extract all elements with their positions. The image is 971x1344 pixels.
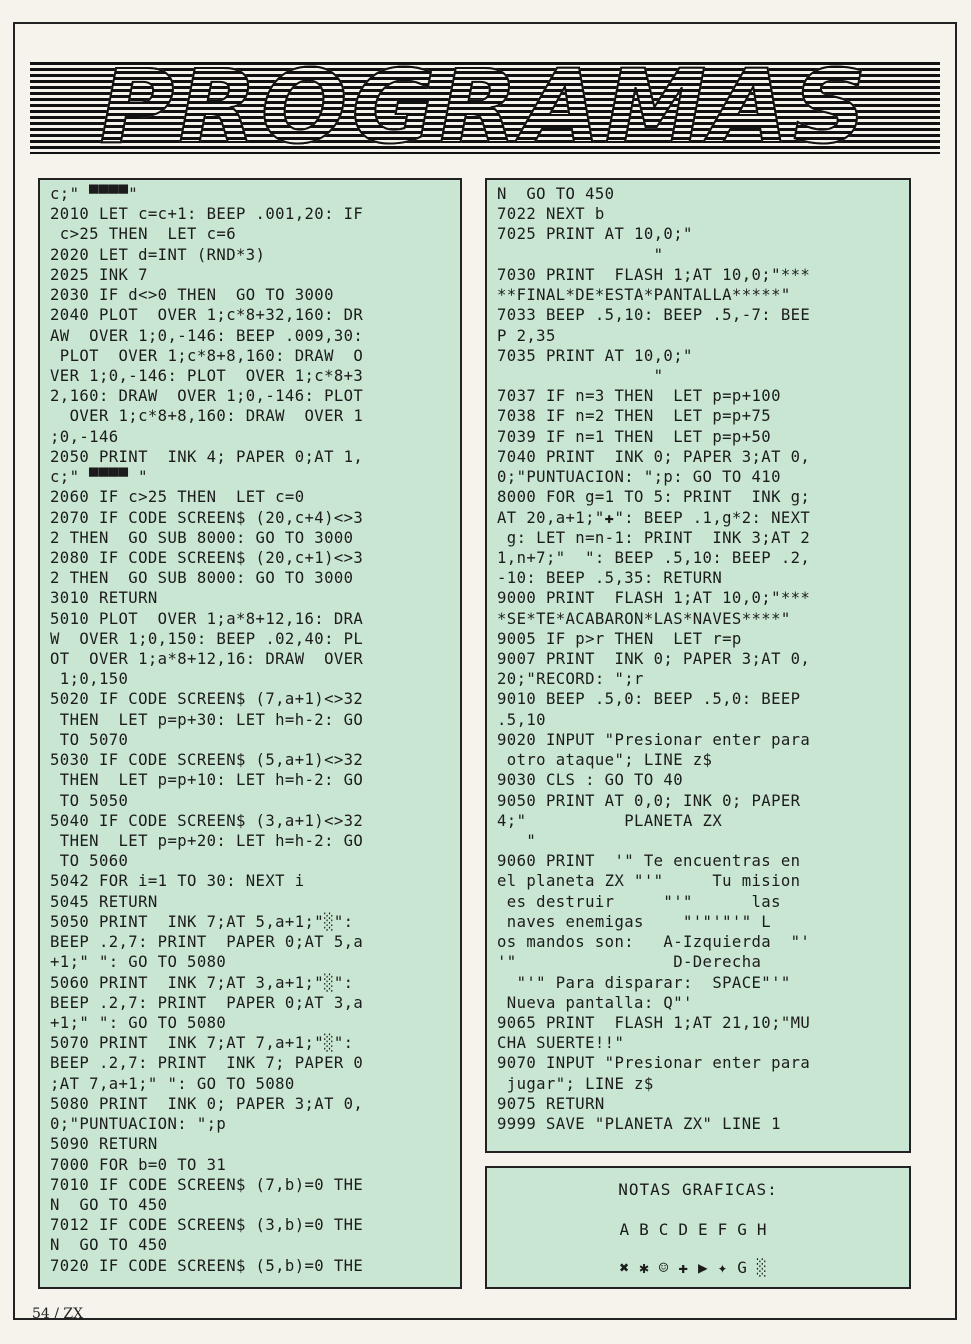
code-line: 9030 CLS : GO TO 40 [497,771,683,790]
code-line: 2050 PRINT INK 4; PAPER 0;AT 1, [50,447,364,466]
code-line: 9065 PRINT FLASH 1;AT 21,10;"MU [497,1013,811,1032]
code-line: AT 20,a+1;"✚": BEEP .1,g*2: NEXT [497,508,811,527]
code-line: 7010 IF CODE SCREEN$ (7,b)=0 THE [50,1175,364,1194]
code-line: " [497,245,664,264]
notes-glyphs: ✖✱☺✚▶✦G░ [619,1258,777,1277]
code-line: os mandos son: A-Izquierda "' [497,933,811,952]
code-line: .5,10 [497,710,546,729]
code-line: TO 5070 [50,730,129,749]
page-number: 54 / ZX [32,1306,84,1322]
code-line: 5020 IF CODE SCREEN$ (7,a+1)<>32 [50,690,364,709]
code-line: OVER 1;c*8+8,160: DRAW OVER 1 [50,407,364,426]
code-line: 2080 IF CODE SCREEN$ (20,c+1)<>3 [50,548,364,567]
code-line: 5010 PLOT OVER 1;a*8+12,16: DRA [50,609,364,628]
code-line: 9000 PRINT FLASH 1;AT 10,0;"*** [497,589,811,608]
code-line: 7020 IF CODE SCREEN$ (5,b)=0 THE [50,1256,364,1275]
code-line: 5070 PRINT INK 7;AT 7,a+1;"░": [50,1034,354,1053]
code-line: 7025 PRINT AT 10,0;" [497,225,693,244]
code-line: 7037 IF n=3 THEN LET p=p+100 [497,387,781,406]
code-line: " [497,832,537,850]
code-line: *SE*TE*ACABARON*LAS*NAVES****" [497,609,791,628]
code-line: 7033 BEEP .5,10: BEEP .5,-7: BEE [497,306,811,325]
code-line: el planeta ZX "'" Tu mision [497,872,801,891]
code-line: naves enemigas "'"'"'" L [497,912,772,931]
code-line: otro ataque"; LINE z$ [497,751,713,770]
code-line: VER 1;0,-146: PLOT OVER 1;c*8+3 [50,366,364,385]
notes-letters: ABCDEFGH [619,1220,777,1239]
code-line: 7039 IF n=1 THEN LET p=p+50 [497,427,772,446]
code-line: c>25 THEN LET c=6 [50,225,236,244]
code-line: " [497,366,664,385]
code-line: 0;"PUNTUACION: ";p [50,1115,227,1134]
code-line: 9010 BEEP .5,0: BEEP .5,0: BEEP [497,690,801,709]
code-listing-left [38,178,462,1289]
code-line: OT OVER 1;a*8+12,16: DRAW OVER [50,650,364,669]
code-line: 2070 IF CODE SCREEN$ (20,c+4)<>3 [50,508,364,527]
notes-title: NOTAS GRAFICAS: [618,1180,778,1199]
code-line: 2060 IF c>25 THEN LET c=0 [50,488,305,507]
code-line: AW OVER 1;0,-146: BEEP .009,30: [50,326,364,345]
code-line: 1,n+7;" ": BEEP .5,10: BEEP .2, [497,548,811,567]
code-line: 2 THEN GO SUB 8000: GO TO 3000 [50,569,354,588]
code-line: 9060 PRINT '" Te encuentras en [497,852,801,871]
code-line: Nueva pantalla: Q"' [497,993,693,1012]
code-line: 9070 INPUT "Presionar enter para [497,1054,811,1073]
code-line: +1;" ": GO TO 5080 [50,1013,227,1032]
code-line: 9999 SAVE "PLANETA ZX" LINE 1 [497,1115,781,1134]
code-line: CHA SUERTE!!" [497,1034,625,1053]
code-line: 2 THEN GO SUB 8000: GO TO 3000 [50,528,354,547]
code-line: 5040 IF CODE SCREEN$ (3,a+1)<>32 [50,811,364,830]
code-line: 7000 FOR b=0 TO 31 [50,1155,227,1174]
code-line: THEN LET p=p+30: LET h=h-2: GO [50,710,364,729]
code-line: 5042 FOR i=1 TO 30: NEXT i [50,872,305,891]
code-line: 3010 RETURN [50,589,158,608]
code-line: N GO TO 450 [497,185,615,203]
code-line: 5045 RETURN [50,892,158,911]
code-line: W OVER 1;0,150: BEEP .02,40: PL [50,629,364,648]
code-line: c;" ▀▀▀▀ " [50,468,148,487]
code-line: 1;0,150 [50,670,129,689]
code-line: 0;"PUNTUACION: ";p: GO TO 410 [497,468,781,487]
banner-title: PROGRAMAS [30,62,940,154]
code-line: **FINAL*DE*ESTA*PANTALLA*****" [497,286,791,305]
code-line: TO 5060 [50,852,129,871]
code-line: 9005 IF p>r THEN LET r=p [497,629,742,648]
code-line: 4;" PLANETA ZX [497,811,723,830]
code-line: 2020 LET d=INT (RND*3) [50,245,266,264]
code-line: N GO TO 450 [50,1236,168,1255]
code-line: 2,160: DRAW OVER 1;0,-146: PLOT [50,387,364,406]
code-line: TO 5050 [50,791,129,810]
code-line: c;" ▀▀▀▀" [50,185,139,203]
code-line: THEN LET p=p+20: LET h=h-2: GO [50,832,364,850]
code-line: es destruir "'" las [497,892,781,911]
code-line: PLOT OVER 1;c*8+8,160: DRAW O [50,346,364,365]
code-line: ;0,-146 [50,427,119,446]
code-line: N GO TO 450 [50,1195,168,1214]
code-line: +1;" ": GO TO 5080 [50,953,227,972]
code-line: -10: BEEP .5,35: RETURN [497,569,723,588]
code-line: 7040 PRINT INK 0; PAPER 3;AT 0, [497,447,811,466]
code-line: 7035 PRINT AT 10,0;" [497,346,693,365]
code-line: "'" Para disparar: SPACE"'" [497,973,791,992]
code-line: 7012 IF CODE SCREEN$ (3,b)=0 THE [50,1216,364,1235]
code-line: 2040 PLOT OVER 1;c*8+32,160: DR [50,306,364,325]
code-line: 20;"RECORD: ";r [497,670,644,689]
code-line: BEEP .2,7: PRINT PAPER 0;AT 5,a [50,933,364,952]
code-line: 2025 INK 7 [50,265,148,284]
code-line: 5090 RETURN [50,1135,158,1154]
code-line: THEN LET p=p+10: LET h=h-2: GO [50,771,364,790]
code-line: 7030 PRINT FLASH 1;AT 10,0;"*** [497,265,811,284]
code-line: 8000 FOR g=1 TO 5: PRINT INK g; [497,488,811,507]
code-line: ;AT 7,a+1;" ": GO TO 5080 [50,1074,295,1093]
code-line: 7038 IF n=2 THEN LET p=p+75 [497,407,772,426]
code-line: 9050 PRINT AT 0,0; INK 0; PAPER [497,791,801,810]
code-line: jugar"; LINE z$ [497,1074,654,1093]
code-line: 5080 PRINT INK 0; PAPER 3;AT 0, [50,1094,364,1113]
code-line: g: LET n=n-1: PRINT INK 3;AT 2 [497,528,811,547]
code-line: 5030 IF CODE SCREEN$ (5,a+1)<>32 [50,751,364,770]
code-line: P 2,35 [497,326,556,345]
code-line: BEEP .2,7: PRINT PAPER 0;AT 3,a [50,993,364,1012]
code-line: BEEP .2,7: PRINT INK 7; PAPER 0 [50,1054,364,1073]
code-line: 9007 PRINT INK 0; PAPER 3;AT 0, [497,650,811,669]
code-line: 2010 LET c=c+1: BEEP .001,20: IF [50,205,364,224]
code-line: 9075 RETURN [497,1094,605,1113]
code-line: 5050 PRINT INK 7;AT 5,a+1;"░": [50,912,354,931]
code-line: 2030 IF d<>0 THEN GO TO 3000 [50,286,334,305]
code-listing-right [485,178,911,1153]
graphic-notes-box [485,1166,911,1289]
code-line: 5060 PRINT INK 7;AT 3,a+1;"░": [50,973,354,992]
code-line: '" D-Derecha [497,953,762,972]
code-line: 7022 NEXT b [497,205,605,224]
code-line: 9020 INPUT "Presionar enter para [497,730,811,749]
programas-banner [30,62,940,154]
